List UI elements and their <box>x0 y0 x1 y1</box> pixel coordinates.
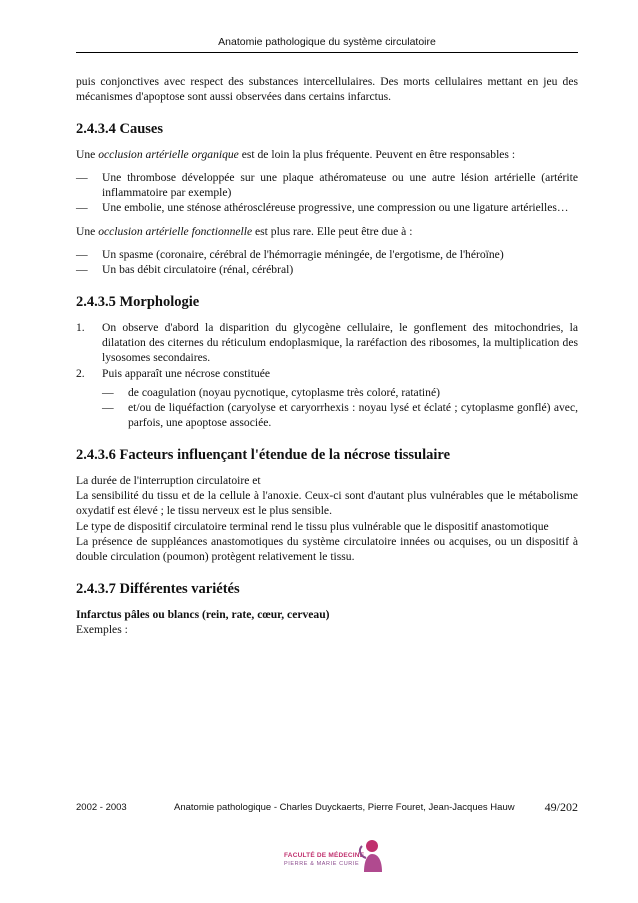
numbered-item: 2. Puis apparaît une nécrose constituée <box>76 366 271 380</box>
section-causes-title: 2.4.3.4 Causes <box>76 120 164 137</box>
causes-paragraph-1: Une occlusion artérielle organique est de loin la plus fréquente. Peuvent en être responsables : <box>76 147 516 161</box>
running-header: Anatomie pathologique du système circulatoire <box>218 36 436 48</box>
emphasis-organique: occlusion artérielle organique <box>98 147 239 161</box>
section-facteurs-title: 2.4.3.6 Facteurs influençant l'étendue de la nécrose tissulaire <box>76 446 451 463</box>
causes-paragraph-2: Une occlusion artérielle fonctionnelle est plus rare. Elle peut être due à : <box>76 224 413 238</box>
page-content <box>76 74 578 637</box>
page-footer <box>76 800 578 818</box>
varietes-subtitle: Infarctus pâles ou blancs (rein, rate, cœur, cerveau) <box>76 607 330 621</box>
list-item: — Une embolie, une sténose athéroscléreuse progressive, une compression ou une ligature artérielles… <box>76 201 569 215</box>
intro-paragraph: puis conjonctives avec respect des substances intercellulaires. Des morts cellulaires mettant en jeu des mécanismes d'apoptose sont aussi observées dans certains infarctus. <box>76 75 578 104</box>
logo-line1: FACULTÉ DE MÉDECINE <box>284 852 365 859</box>
list-item: — Un bas débit circulatoire (rénal, cérébral) <box>76 263 294 277</box>
section-varietes-title: 2.4.3.7 Différentes variétés <box>76 580 240 597</box>
faculty-logo <box>282 838 388 878</box>
facteurs-line: La présence de suppléances anastomotiques du système circulatoire innées ou acquises, ou un dispositif à double circulation (poumon) protègent relativement le tissu. <box>76 534 578 564</box>
sub-list-item: — de coagulation (noyau pycnotique, cytoplasme très coloré, ratatiné) <box>102 385 440 399</box>
figure-icon <box>356 838 386 874</box>
sub-list-item: — et/ou de liquéfaction (caryolyse et caryorrhexis : noyau lysé et éclaté ; cytoplasme gonflé) avec, parfois, une apoptose associée. <box>102 401 578 430</box>
list-item: — Une thrombose développée sur une plaque athéromateuse ou une autre lésion artérielle (artérite inflammatoire par exemple) <box>76 170 578 200</box>
footer-credits: Anatomie pathologique - Charles Duyckaerts, Pierre Fouret, Jean-Jacques Hauw <box>174 802 515 813</box>
list-item: — Un spasme (coronaire, cérébral de l'hémorragie méningée, de l'ergotisme, de l'héroïne) <box>76 248 504 262</box>
facteurs-line: La durée de l'interruption circulatoire et <box>76 473 261 487</box>
section-morphologie-title: 2.4.3.5 Morphologie <box>76 293 200 310</box>
page-number: 49/202 <box>544 800 578 814</box>
numbered-item: 1. On observe d'abord la disparition du glycogène cellulaire, le gonflement des mitochondries, la dilatation des citernes du réticulum endoplasmique, la raréfaction des ribosomes, la multiplication des lysosomes secondaires. <box>76 320 578 365</box>
varietes-text: Exemples : <box>76 622 128 636</box>
emphasis-fonctionnelle: occlusion artérielle fonctionnelle <box>98 224 253 238</box>
logo-line2: PIERRE & MARIE CURIE <box>284 861 360 867</box>
footer-year: 2002 - 2003 <box>76 802 127 813</box>
facteurs-line: Le type de dispositif circulatoire terminal rend le tissu plus vulnérable que le dispositif anastomotique <box>76 519 549 533</box>
header-rule <box>76 52 578 53</box>
facteurs-line: La sensibilité du tissu et de la cellule à l'anoxie. Ceux-ci sont d'autant plus vulnérables que le métabolisme oxydatif est élevé ; le tissu nerveux est le plus sensible. <box>76 489 578 518</box>
